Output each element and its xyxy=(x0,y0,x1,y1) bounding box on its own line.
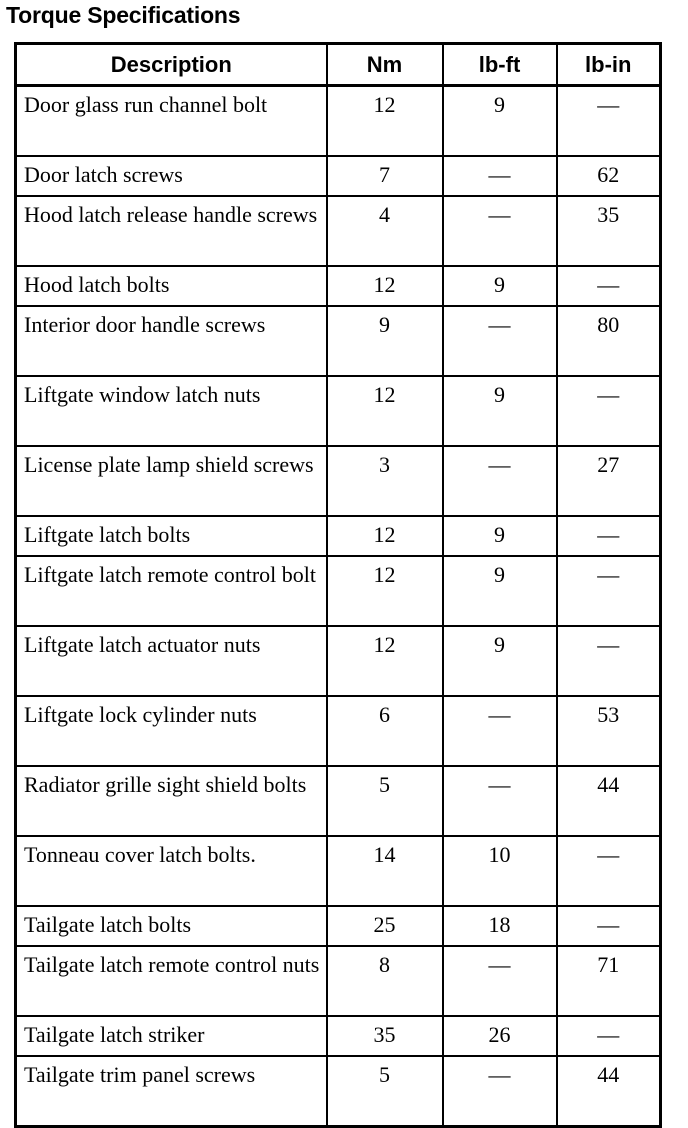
table-header-row xyxy=(16,44,661,86)
column-header-description: Description xyxy=(16,44,327,86)
nm-cell: 14 xyxy=(327,836,443,906)
lb-ft-cell: 9 xyxy=(443,516,557,556)
lb-in-cell: 44 xyxy=(557,766,661,836)
nm-cell: 12 xyxy=(327,86,443,157)
table-row xyxy=(16,836,661,906)
lb-in-cell: — xyxy=(557,906,661,946)
lb-in-cell: 27 xyxy=(557,446,661,516)
table-row xyxy=(16,1016,661,1056)
table-row xyxy=(16,156,661,196)
description-cell: Liftgate latch bolts xyxy=(16,516,327,556)
lb-ft-cell: — xyxy=(443,306,557,376)
description-cell: Tailgate latch bolts xyxy=(16,906,327,946)
description-cell: Liftgate latch remote control bolt xyxy=(16,556,327,626)
lb-in-cell: 71 xyxy=(557,946,661,1016)
description-cell: Door glass run channel bolt xyxy=(16,86,327,157)
lb-in-cell: — xyxy=(557,626,661,696)
lb-ft-cell: — xyxy=(443,696,557,766)
lb-ft-cell: 9 xyxy=(443,556,557,626)
lb-in-cell: 62 xyxy=(557,156,661,196)
description-cell: Tailgate latch remote control nuts xyxy=(16,946,327,1016)
nm-cell: 12 xyxy=(327,556,443,626)
lb-in-cell: — xyxy=(557,556,661,626)
lb-in-cell: 35 xyxy=(557,196,661,266)
nm-cell: 7 xyxy=(327,156,443,196)
lb-in-cell: — xyxy=(557,266,661,306)
description-cell: Tailgate latch striker xyxy=(16,1016,327,1056)
lb-ft-cell: 18 xyxy=(443,906,557,946)
description-cell: Tonneau cover latch bolts. xyxy=(16,836,327,906)
table-row xyxy=(16,196,661,266)
page-title: Torque Specifications xyxy=(6,2,241,28)
lb-in-cell: — xyxy=(557,86,661,157)
description-cell: Radiator grille sight shield bolts xyxy=(16,766,327,836)
nm-cell: 5 xyxy=(327,766,443,836)
column-header-nm: Nm xyxy=(327,44,443,86)
table-row xyxy=(16,696,661,766)
table-row xyxy=(16,266,661,306)
nm-cell: 12 xyxy=(327,516,443,556)
lb-ft-cell: 9 xyxy=(443,86,557,157)
lb-in-cell: — xyxy=(557,516,661,556)
table-row xyxy=(16,86,661,157)
nm-cell: 12 xyxy=(327,626,443,696)
column-header-lb-ft: lb-ft xyxy=(443,44,557,86)
nm-cell: 35 xyxy=(327,1016,443,1056)
lb-in-cell: — xyxy=(557,1016,661,1056)
nm-cell: 9 xyxy=(327,306,443,376)
nm-cell: 3 xyxy=(327,446,443,516)
lb-ft-cell: 9 xyxy=(443,376,557,446)
torque-spec-table xyxy=(14,42,662,1128)
table-row xyxy=(16,556,661,626)
description-cell: Door latch screws xyxy=(16,156,327,196)
nm-cell: 6 xyxy=(327,696,443,766)
nm-cell: 8 xyxy=(327,946,443,1016)
lb-in-cell: 80 xyxy=(557,306,661,376)
nm-cell: 12 xyxy=(327,376,443,446)
lb-in-cell: 53 xyxy=(557,696,661,766)
nm-cell: 25 xyxy=(327,906,443,946)
lb-ft-cell: — xyxy=(443,156,557,196)
description-cell: Hood latch release handle screws xyxy=(16,196,327,266)
description-cell: Liftgate lock cylinder nuts xyxy=(16,696,327,766)
lb-ft-cell: 9 xyxy=(443,626,557,696)
lb-ft-cell: 9 xyxy=(443,266,557,306)
description-cell: Liftgate latch actuator nuts xyxy=(16,626,327,696)
nm-cell: 4 xyxy=(327,196,443,266)
lb-ft-cell: — xyxy=(443,196,557,266)
lb-in-cell: 44 xyxy=(557,1056,661,1127)
lb-ft-cell: — xyxy=(443,1056,557,1127)
description-cell: License plate lamp shield screws xyxy=(16,446,327,516)
description-cell: Liftgate window latch nuts xyxy=(16,376,327,446)
lb-ft-cell: 26 xyxy=(443,1016,557,1056)
column-header-lb-in: lb-in xyxy=(557,44,661,86)
table-body xyxy=(16,86,661,1127)
description-cell: Tailgate trim panel screws xyxy=(16,1056,327,1127)
table-row xyxy=(16,946,661,1016)
lb-in-cell: — xyxy=(557,836,661,906)
table-row xyxy=(16,306,661,376)
lb-ft-cell: — xyxy=(443,446,557,516)
nm-cell: 5 xyxy=(327,1056,443,1127)
lb-in-cell: — xyxy=(557,376,661,446)
lb-ft-cell: — xyxy=(443,766,557,836)
table-row xyxy=(16,516,661,556)
description-cell: Interior door handle screws xyxy=(16,306,327,376)
lb-ft-cell: — xyxy=(443,946,557,1016)
table-row xyxy=(16,446,661,516)
table-row xyxy=(16,376,661,446)
table-row xyxy=(16,766,661,836)
description-cell: Hood latch bolts xyxy=(16,266,327,306)
table-row xyxy=(16,906,661,946)
table-row xyxy=(16,1056,661,1127)
lb-ft-cell: 10 xyxy=(443,836,557,906)
nm-cell: 12 xyxy=(327,266,443,306)
table-row xyxy=(16,626,661,696)
